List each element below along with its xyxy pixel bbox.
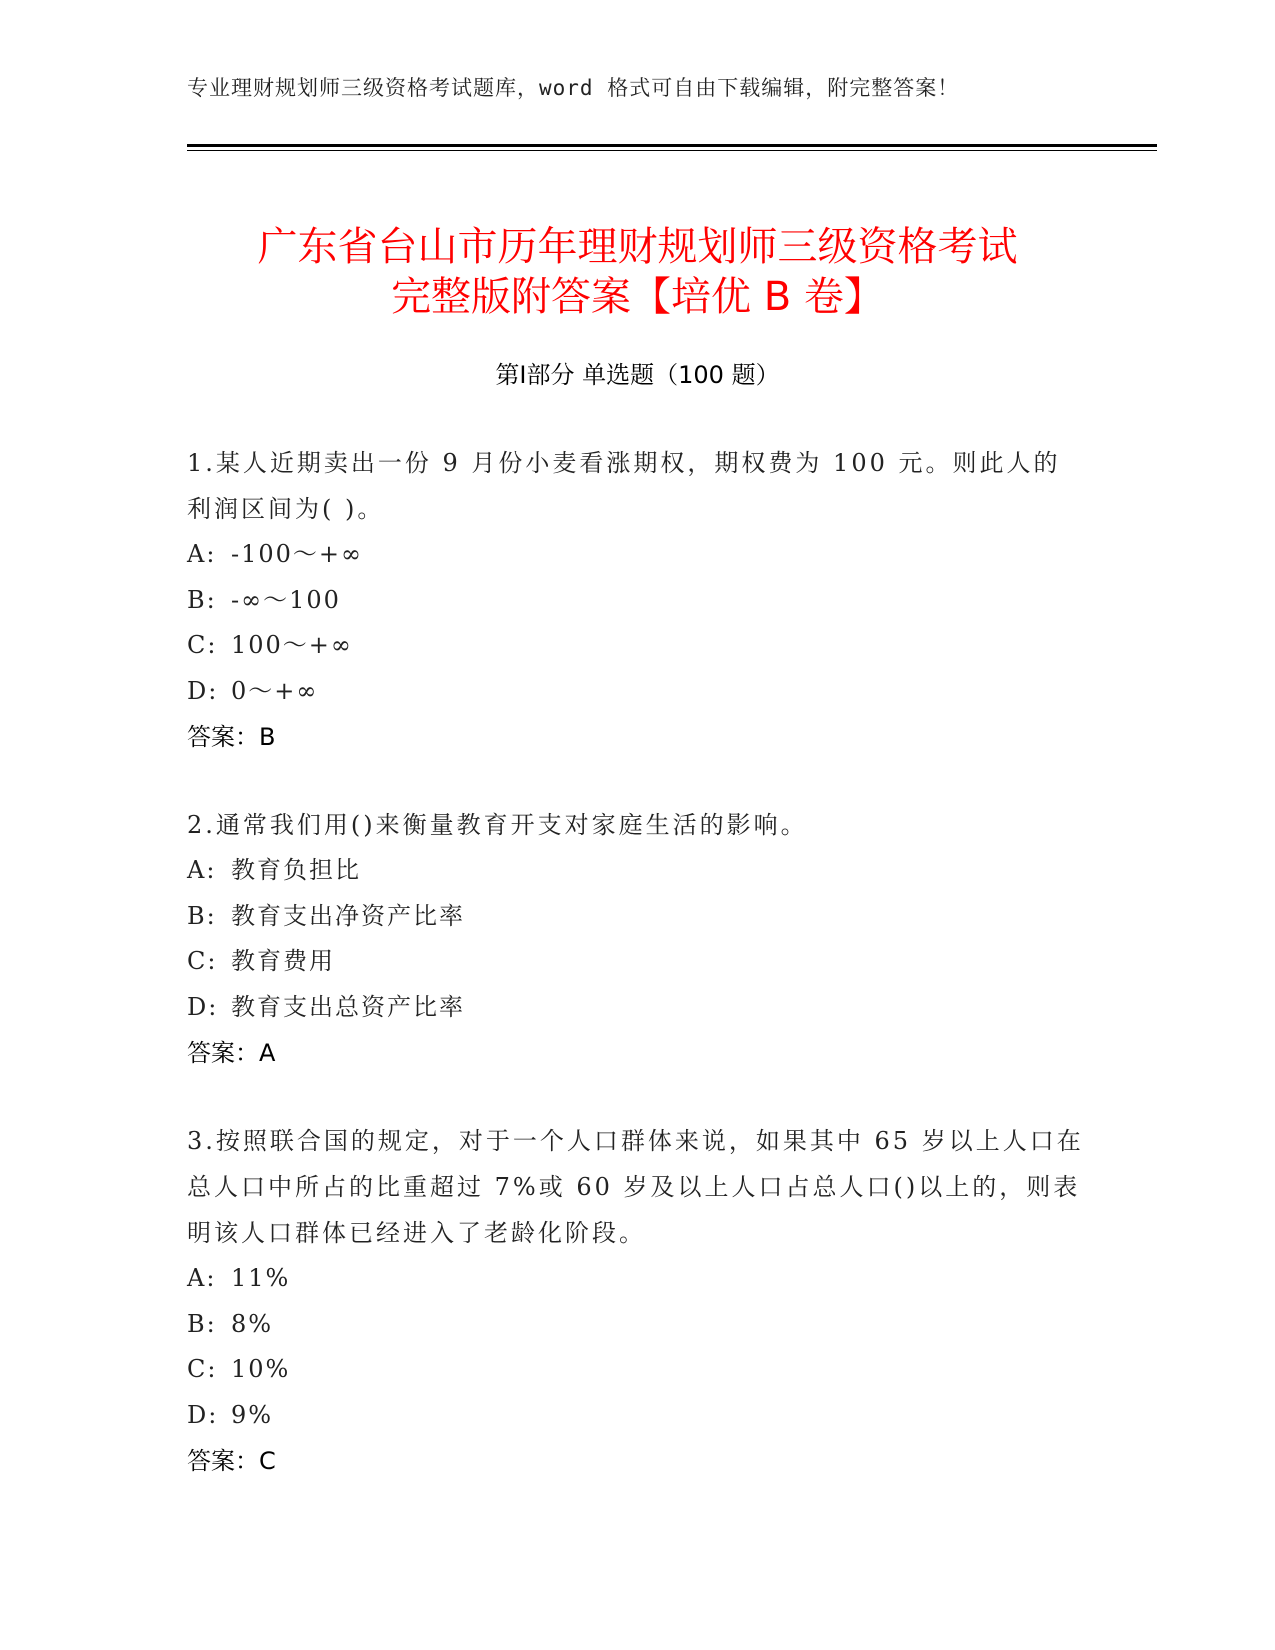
document-title: [150, 222, 1125, 322]
option-letter: A:: [187, 540, 217, 568]
section-title: 第Ⅰ部分 单选题（100 题）: [495, 361, 780, 389]
option-letter: B:: [187, 585, 217, 614]
option-text: 0～+∞: [231, 676, 319, 705]
option-c: [187, 623, 1087, 669]
option-d: [187, 669, 1087, 715]
option-text: 教育费用: [231, 947, 335, 975]
question-1: [187, 440, 1087, 760]
option-text: 教育支出净资产比率: [231, 901, 465, 930]
option-text: 11%: [231, 1264, 291, 1292]
option-text: 10%: [231, 1355, 291, 1383]
question-3: [187, 1118, 1087, 1484]
question-stem: 1.某人近期卖出一份 9 月份小麦看涨期权，期权费为 100 元。则此人的利润区间为( )。: [187, 449, 1061, 523]
option-text: 100～+∞: [231, 631, 353, 659]
option-c: [187, 939, 1087, 985]
option-text: 教育负担比: [231, 856, 361, 884]
option-c: [187, 1347, 1087, 1393]
option-letter: C:: [187, 947, 218, 975]
option-a: [187, 848, 1087, 894]
option-letter: A:: [187, 1264, 217, 1292]
question-stem: 3.按照联合国的规定，对于一个人口群体来说，如果其中 65 岁以上人口在总人口中所占的比重超过 7%或 60 岁及以上人口占总人口()以上的，则表明该人口群体已经进入了老龄化阶段。: [187, 1127, 1084, 1247]
answer: 答案：C: [187, 1447, 276, 1475]
option-text: 教育支出总资产比率: [231, 992, 465, 1021]
answer: 答案：A: [187, 1039, 276, 1067]
option-text: 8%: [231, 1309, 274, 1338]
option-letter: A:: [187, 856, 217, 884]
question-stem: 2.通常我们用()来衡量教育开支对家庭生活的影响。: [187, 811, 808, 839]
option-text: -100～+∞: [231, 540, 364, 568]
option-letter: C:: [187, 1355, 218, 1383]
option-d: [187, 1393, 1087, 1439]
title-line-1: 广东省台山市历年理财规划师三级资格考试: [257, 223, 1018, 270]
question-list: [187, 440, 1087, 1526]
header-rule-thick: [187, 144, 1157, 147]
option-b: [187, 1302, 1087, 1348]
header-note: 专业理财规划师三级资格考试题库，word 格式可自由下载编辑，附完整答案！: [187, 76, 960, 100]
answer: 答案：B: [187, 723, 276, 751]
option-a: [187, 1256, 1087, 1302]
option-d: [187, 985, 1087, 1031]
option-letter: B:: [187, 1309, 217, 1338]
option-letter: C:: [187, 631, 218, 659]
option-b: [187, 894, 1087, 940]
question-2: [187, 802, 1087, 1076]
option-text: -∞～100: [231, 585, 341, 614]
option-letter: B:: [187, 901, 217, 930]
option-letter: D:: [187, 676, 219, 705]
option-a: [187, 532, 1087, 578]
header-rule-thin: [187, 150, 1157, 151]
option-text: 9%: [231, 1400, 274, 1429]
option-letter: D:: [187, 1400, 219, 1429]
title-line-2: 完整版附答案【培优 B 卷】: [391, 273, 884, 320]
option-letter: D:: [187, 992, 219, 1021]
option-b: [187, 578, 1087, 624]
